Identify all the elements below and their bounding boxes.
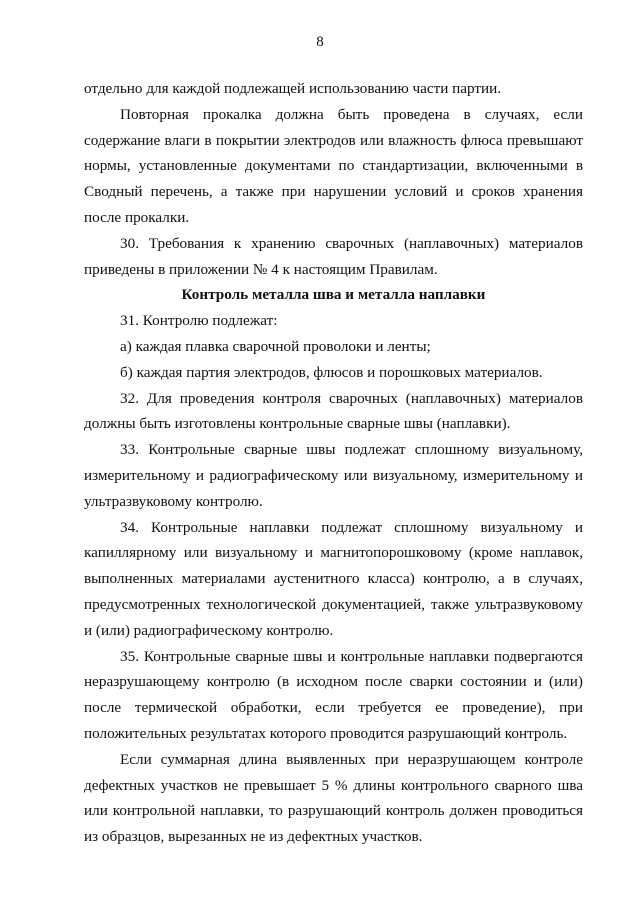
paragraph-35: 35. Контрольные сварные швы и контрольные наплавки подвергаются неразрушающему контролю (в исходном после сварки состоянии и (или) после термической обработки, если требуется ее проведение), при положительных результатах которого проводится разрушающий контроль.: [84, 647, 583, 742]
paragraph-31: 31. Контролю подлежат:: [120, 312, 278, 330]
paragraph-30: 30. Требования к хранению сварочных (наплавочных) материалов приведены в приложении № 4 к настоящим Правилам.: [84, 234, 583, 278]
paragraph-32: 32. Для проведения контроля сварочных (наплавочных) материалов должны быть изготовлены контрольные сварные швы (наплавки).: [84, 389, 583, 433]
document-body: [84, 76, 583, 850]
paragraph-34: 34. Контрольные наплавки подлежат сплошному визуальному и капиллярному или визуальному и магнитопорошковому (кроме наплавок, выполненных материалами аустенитного класса) контролю, а в случаях, предусмотренных технологической документацией, также ультразвуковому и (или) радиографическому контролю.: [84, 518, 583, 639]
list-item-a: а) каждая плавка сварочной проволоки и ленты;: [120, 337, 431, 355]
paragraph-continuation: отдельно для каждой подлежащей использованию части партии.: [84, 80, 502, 97]
paragraph-defect-length: Если суммарная длина выявленных при неразрушающем контроле дефектных участков не превышает 5 % длины контрольного сварного шва или контрольной наплавки, то разрушающий контроль должен проводиться из образцов, вырезанных не из дефектных участков.: [84, 750, 583, 846]
paragraph-33: 33. Контрольные сварные швы подлежат сплошному визуальному, измерительному и радиографическому или визуальному, измерительному и ультразвуковому контролю.: [84, 441, 583, 510]
list-item-b: б) каждая партия электродов, флюсов и порошковых материалов.: [120, 363, 543, 381]
paragraph-repeat-baking: Повторная прокалка должна быть проведена в случаях, если содержание влаги в покрытии электродов или влажность флюса превышают нормы, установленные документами по стандартизации, включенными в Сводный перечень, а также при нарушении условий и сроков хранения после прокалки.: [84, 105, 583, 226]
section-heading: Контроль металла шва и металла наплавки: [181, 286, 486, 304]
page-number: 8: [316, 34, 324, 50]
